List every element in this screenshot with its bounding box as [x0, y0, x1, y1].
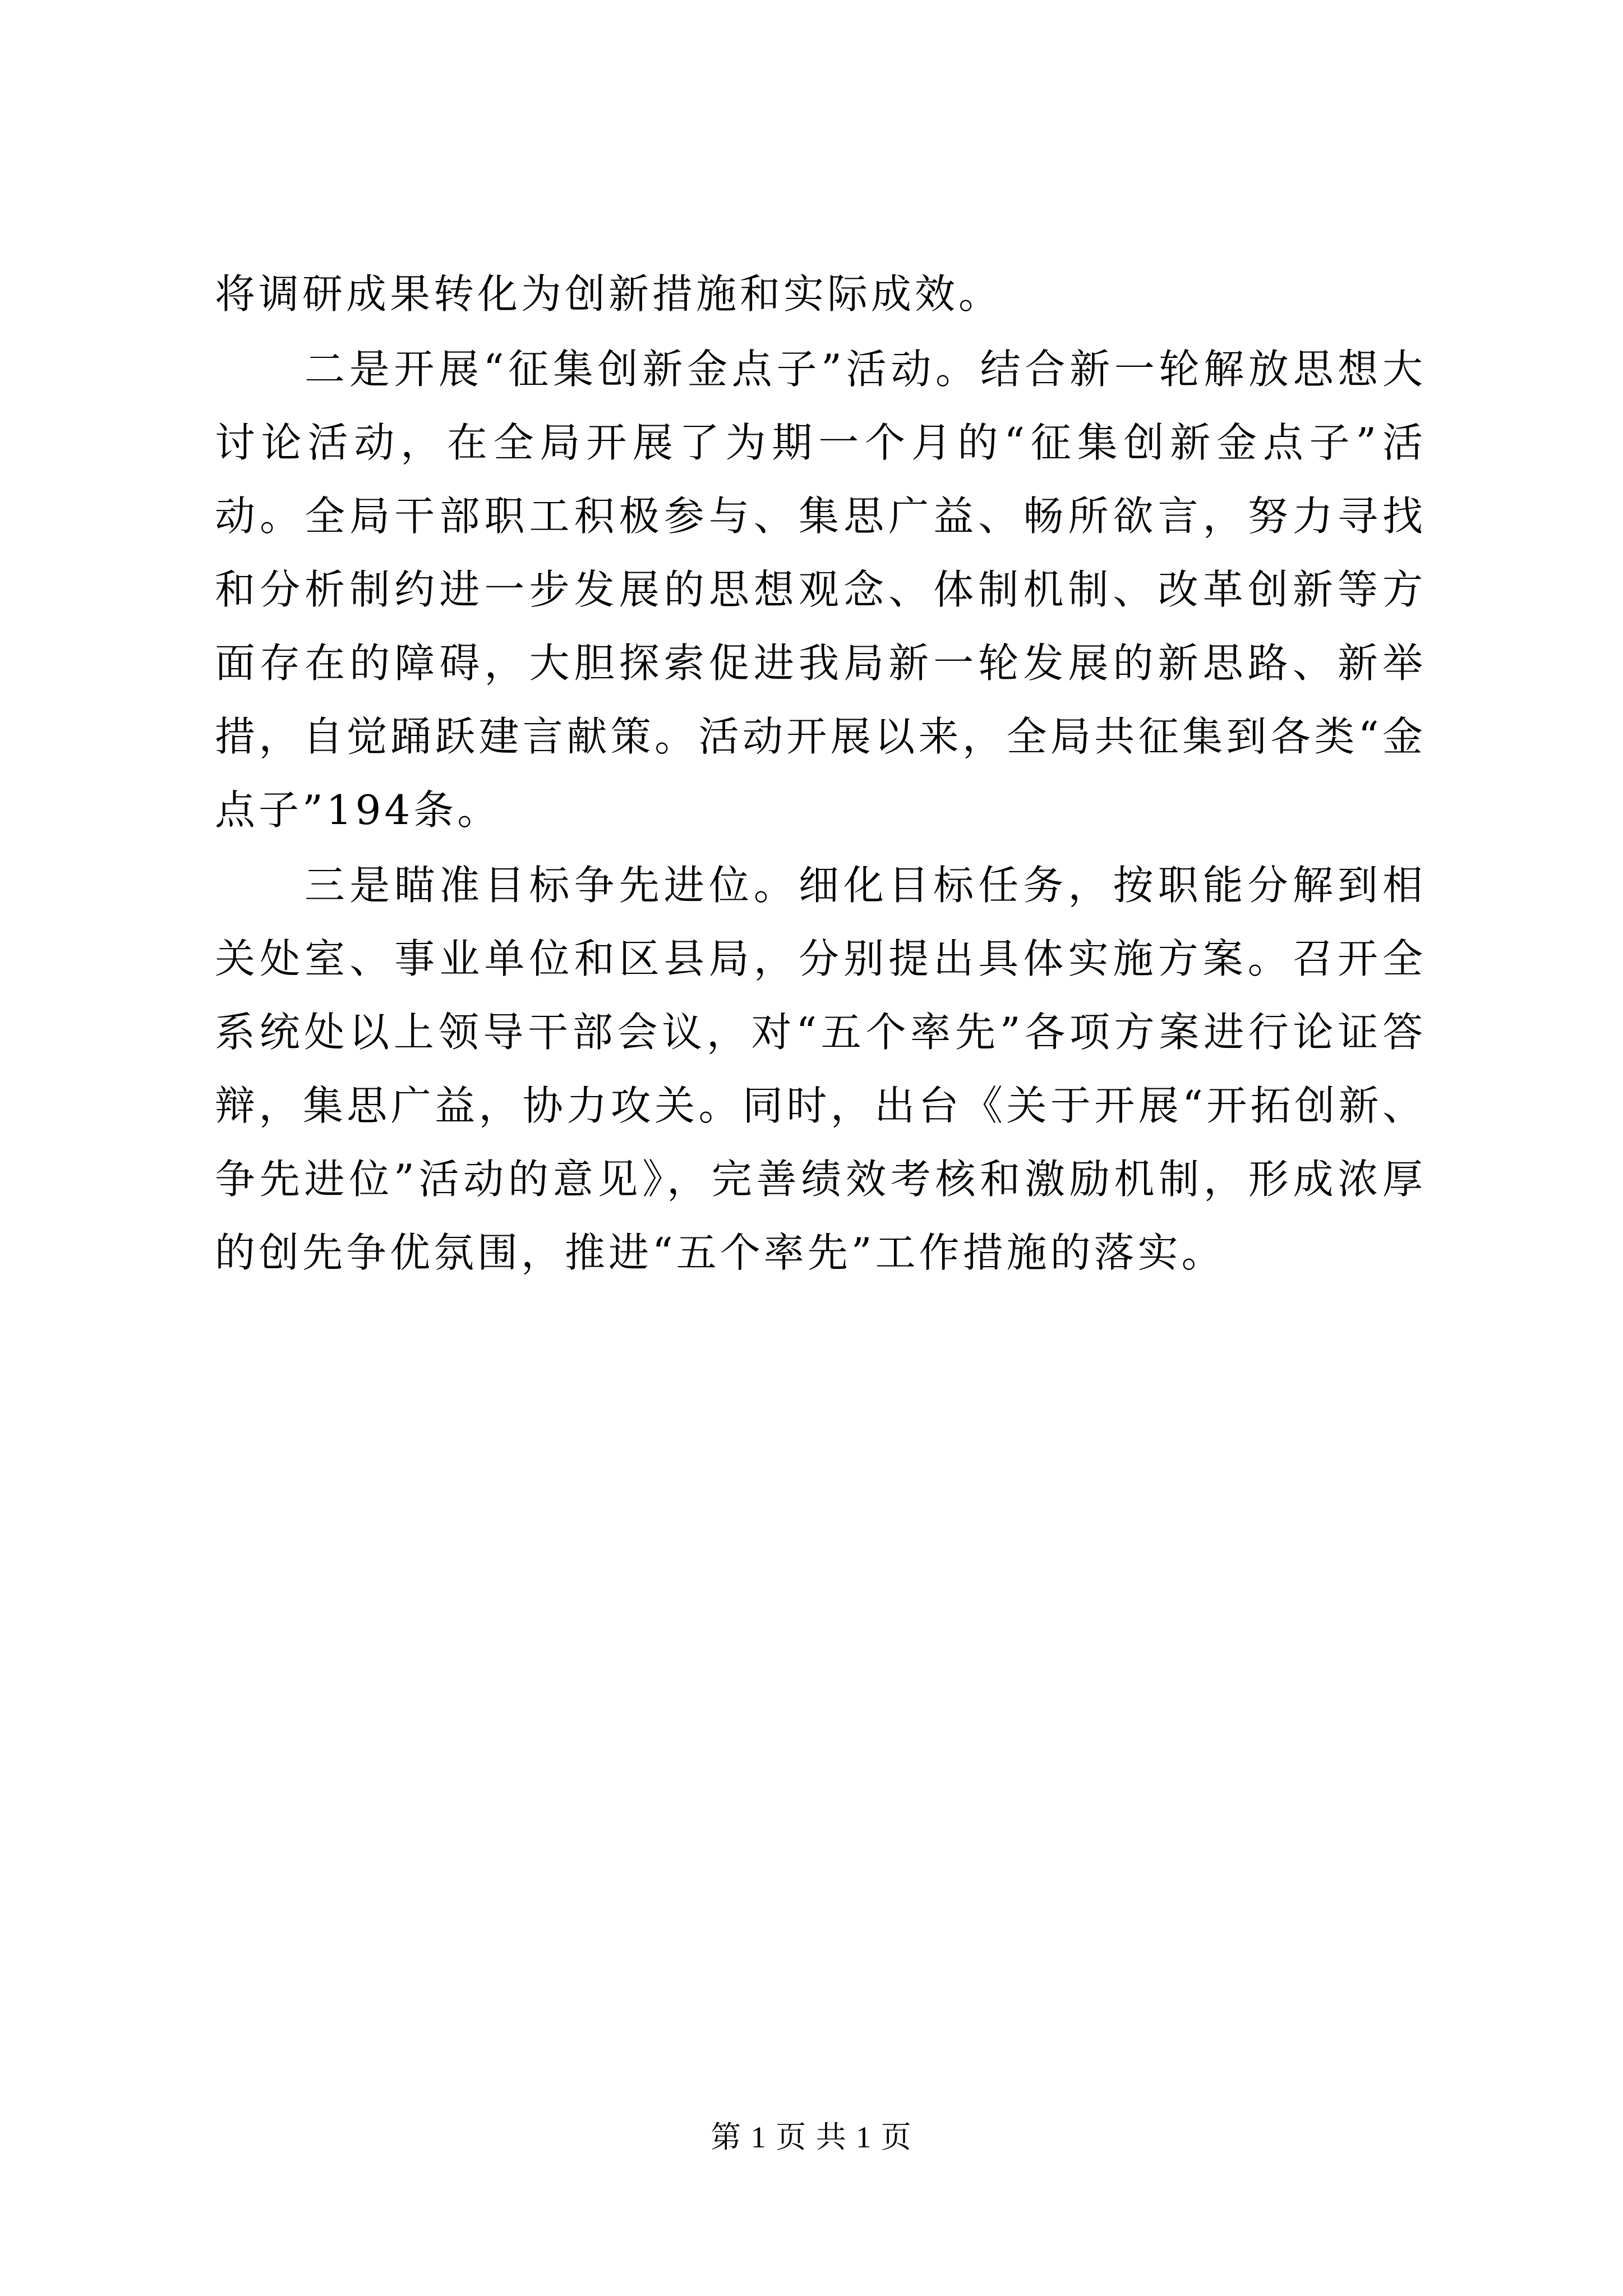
paragraph-point-two: 二是开展“征集创新金点子”活动。结合新一轮解放思想大讨论活动，在全局开展了为期一个月的“征集创新金点子”活动。全局干部职工积极参与、集思广益、畅所欲言，努力寻找和分析制约进一步发展的思想观念、体制机制、改革创新等方面存在的障碍，大胆探索促进我局新一轮发展的新思路、新举措，自觉踊跃建言献策。活动开展以来，全局共征集到各类“金点子”194条。 — [215, 346, 1426, 834]
paragraph-continuation: 将调研成果转化为创新措施和实际成效。 — [215, 270, 1003, 318]
paragraph-point-three: 三是瞄准目标争先进位。细化目标任务，按职能分解到相关处室、事业单位和区县局，分别提出具体实施方案。召开全系统处以上领导干部会议，对“五个率先”各项方案进行论证答辩，集思广益，协力攻关。同时，出台《关于开展“开拓创新、争先进位”活动的意见》，完善绩效考核和激励机制，形成浓厚的创先争优氛围，推进“五个率先”工作措施的落实。 — [215, 862, 1426, 1276]
page-number-footer: 第 1 页 共 1 页 — [711, 2120, 912, 2154]
document-body — [215, 257, 1426, 1290]
